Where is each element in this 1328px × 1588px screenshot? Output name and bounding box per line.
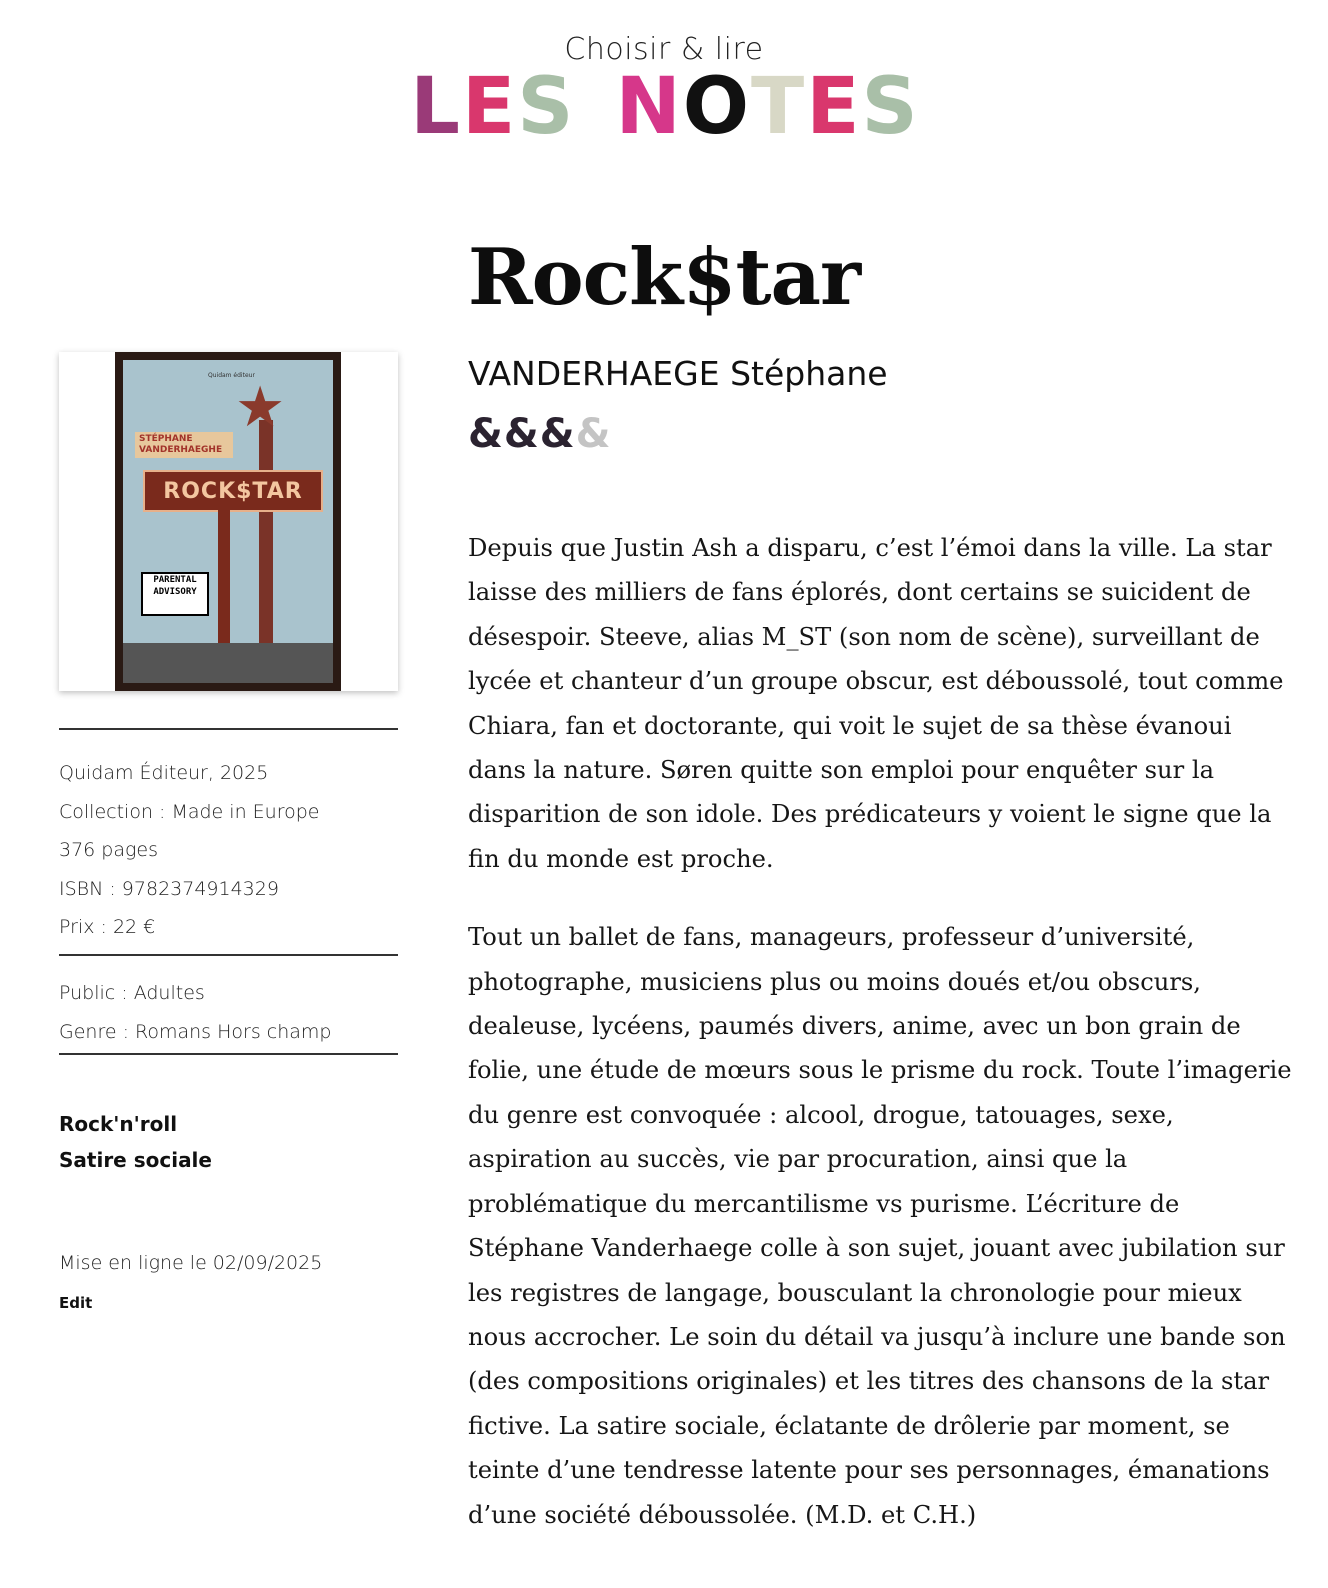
rating-ampersand-filled: & [468,411,504,457]
price: Prix : 22 € [59,916,156,938]
logo-letter: S [517,62,574,152]
collection: Collection : Made in Europe [59,800,320,823]
divider [59,1053,398,1055]
logo-letter: N [615,62,681,152]
divider [59,954,398,956]
publication-date: Mise en ligne le 02/09/2025 [59,1252,323,1274]
logo-wordmark [0,62,1328,152]
book-description [468,526,1294,1571]
star-icon: ★ [235,375,286,440]
rating-ampersand-empty: & [575,411,612,457]
logo-subtitle: Choisir & lire [564,32,764,67]
divider [59,728,398,730]
tag-link[interactable]: Satire sociale [59,1148,212,1172]
isbn: ISBN : 9782374914329 [59,877,279,900]
logo-letter: L [410,62,460,152]
site-logo[interactable] [0,30,1328,152]
cover-author: STÉPHANE VANDERHAEGHE [135,432,233,458]
book-cover[interactable] [59,352,398,691]
book-details [59,754,319,947]
genre: Genre : Romans Hors champ [59,1020,332,1043]
page-count: 376 pages [59,839,158,861]
logo-letter: T [751,62,805,152]
audience-details [59,974,332,1051]
rating-ampersand-filled: & [503,411,540,457]
logo-letter: E [806,62,860,152]
publisher-year: Quidam Éditeur, 2025 [59,762,269,784]
logo-letter: O [682,62,750,152]
page-title: Rock$tar [467,232,861,323]
description-paragraph: Tout un ballet de fans, manageurs, professeur d’université, photographe, musiciens plus ou moins doués et/ou obscurs, dealeuse, lycéens, paumés divers, anime, avec un bon grain de folie, une étude de mœurs sous le prisme du rock. Toute l’imagerie du genre est convoquée : alcool, drogue, tatouages, sexe, aspiration au succès, vie par procuration, ainsi que la problématique du mercantilisme vs purisme. L’écriture de Stéphane Vanderhaege colle à son sujet, jouant avec jubilation sur les registres de langage, bousculant la chronologie pour mieux nous accrocher. Le soin du détail va jusqu’à inclure une bande son (des compositions originales) et les titres des chansons de la star fictive. La satire sociale, éclatante de drôlerie par moment, se teinte d’une tendresse latente pour ses personnages, émanations d’une société déboussolée. (M.D. et C.H.) [468,923,1292,1529]
author-name[interactable]: VANDERHAEGE Stéphane [468,354,888,393]
tag-link[interactable]: Rock'n'roll [59,1112,178,1136]
logo-letter: E [461,62,516,152]
cover-title: ROCK$TAR [143,470,323,512]
cover-image [115,352,341,691]
logo-letter: S [861,62,918,152]
public: Public : Adultes [59,982,205,1004]
cover-publisher: Quidam éditeur [208,372,255,379]
rating-ampersand-filled: & [539,411,576,457]
rating [468,410,612,458]
edit-link[interactable]: Edit [59,1294,93,1312]
cover-skyline [123,643,333,683]
parental-advisory-label: PARENTAL ADVISORY [141,572,209,616]
tag-list [59,1106,212,1178]
description-paragraph: Depuis que Justin Ash a disparu, c’est l’émoi dans la ville. La star laisse des milliers de fans éplorés, dont certains se suicident de désespoir. Steeve, alias M_ST (son nom de scène), surveillant de lycée et chanteur d’un groupe obscur, est déboussolé, tout comme Chiara, fan et doctorante, qui voit le sujet de sa thèse évanoui dans la nature. Søren quitte son emploi pour enquêter sur la disparition de son idole. Des prédicateurs y voient le signe que la fin du monde est proche. [468,534,1284,873]
